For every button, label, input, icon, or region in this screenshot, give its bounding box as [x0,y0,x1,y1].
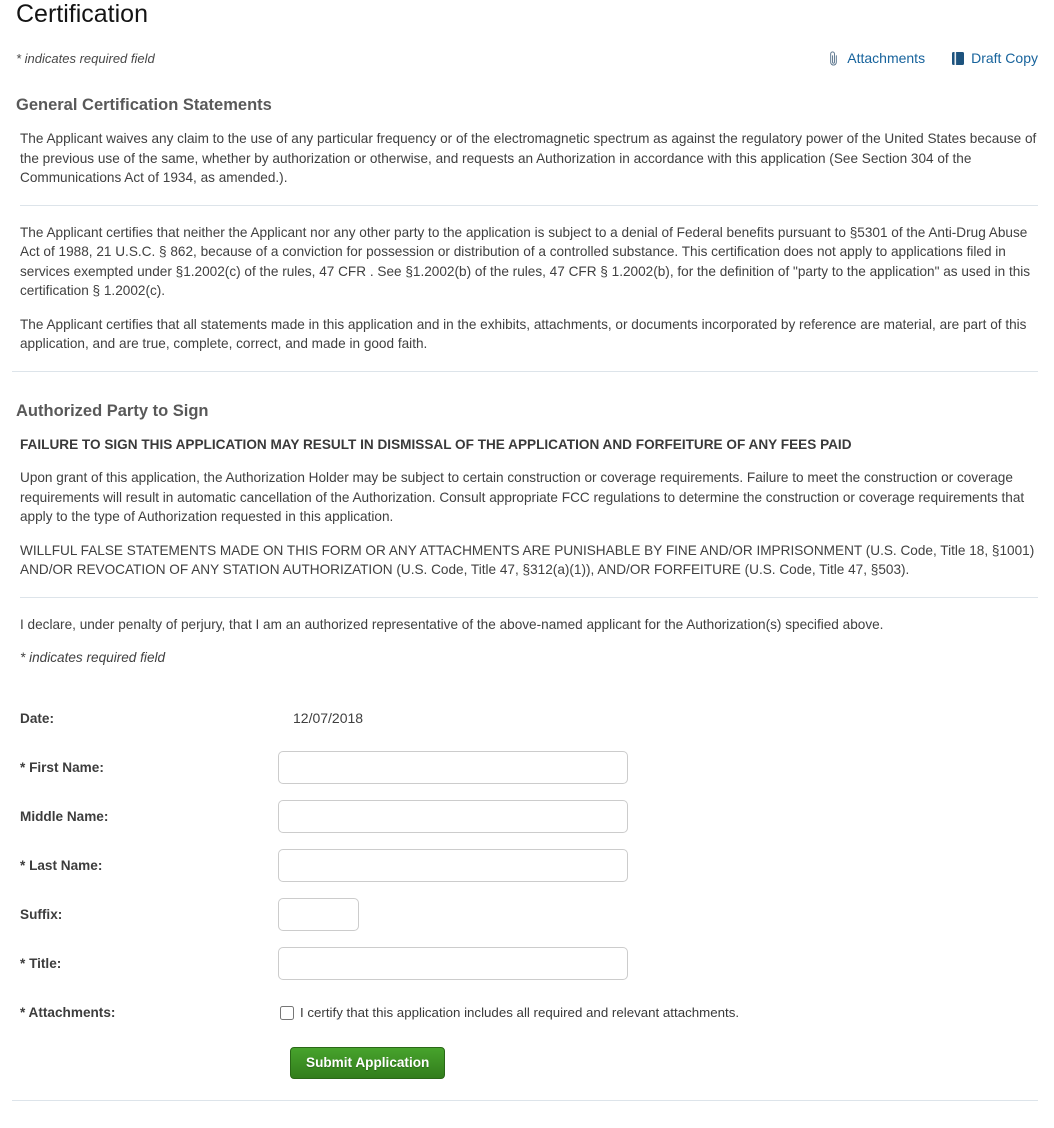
authorized-party-body [16,435,1038,1083]
general-certification-body [16,129,1038,354]
bottom-divider [12,1100,1038,1101]
title-label: * Title: [20,955,62,971]
suffix-label: Suffix: [20,906,63,922]
signature-form [20,694,1038,1083]
failure-to-sign-warning: FAILURE TO SIGN THIS APPLICATION MAY RESULT IN DISMISSAL OF THE APPLICATION AND FORFEITURE OF ANY FEES PAID [20,436,852,452]
willful-statements-paragraph: WILLFUL FALSE STATEMENTS MADE ON THIS FORM OR ANY ATTACHMENTS ARE PUNISHABLE BY FINE AND/OR IMPRISONMENT (U.S. Code, Title 18, §1001) AND/OR REVOCATION OF ANY STATION AUTHORIZATION (U.S. Code, Title 47, §312(a)(1)), AND/OR FORFEITURE (U.S. Code, Title 47, §503). [20,542,1035,577]
general-certification-heading: General Certification Statements [16,96,272,114]
last-name-label: * Last Name: [20,857,103,873]
suffix-row [20,890,1038,939]
title-input[interactable] [278,947,628,980]
submit-application-button[interactable]: Submit Application [290,1047,445,1079]
date-value: 12/07/2018 [293,710,364,726]
attachments-label: * Attachments: [20,1004,116,1020]
grant-paragraph: Upon grant of this application, the Authorization Holder may be subject to certain construction or coverage requirements. Failure to meet the construction or coverage requirements will result in automatic cancellation of the Authorization. Consult appropriate FCC regulations to determine the construction or coverage requirements that apply to the type of Authorization requested in this application. [20,470,1025,524]
header-meta-row [16,50,1038,66]
last-name-input[interactable] [278,849,628,882]
date-label: Date: [20,710,54,726]
middle-name-input[interactable] [278,800,628,833]
attachments-certify-checkbox[interactable] [280,1006,294,1020]
first-name-row [20,743,1038,792]
draft-copy-link[interactable] [951,50,1038,66]
section-divider [12,371,1038,372]
page-title: Certification [16,0,148,28]
suffix-input[interactable] [278,898,359,931]
divider [20,597,1038,598]
attachments-certify-group [278,1005,739,1020]
waiver-paragraph: The Applicant waives any claim to the use of any particular frequency or of the electromagnetic spectrum as against the regulatory power of the United States because of the previous use of the same, whether by authorization or otherwise, and requests an Authorization in accordance with this application (See Section 304 of the Communications Act of 1934, as amended.). [20,131,1037,185]
authorized-party-heading: Authorized Party to Sign [16,401,209,420]
attachments-certify-label: I certify that this application includes all required and relevant attachments. [300,1004,740,1020]
book-icon [951,51,965,66]
truth-paragraph: The Applicant certifies that all statements made in this application and in the exhibits, attachments, or documents incorporated by reference are material, are part of this application, and are true, complete, correct, and made in good faith. [20,316,1027,351]
first-name-input[interactable] [278,751,628,784]
last-name-row [20,841,1038,890]
required-field-note: * indicates required field [16,50,155,66]
attachments-link-label: Attachments [847,50,926,66]
date-row [20,694,1038,743]
first-name-label: * First Name: [20,759,104,775]
paperclip-icon [826,51,841,66]
middle-name-row [20,792,1038,841]
header-links [826,50,1038,66]
required-field-note-2: * indicates required field [20,650,166,665]
divider [20,205,1038,206]
draft-copy-link-label: Draft Copy [971,50,1038,66]
attachments-link[interactable] [826,50,925,66]
middle-name-label: Middle Name: [20,808,109,824]
attachments-row [20,988,1038,1037]
anti-drug-paragraph: The Applicant certifies that neither the Applicant nor any other party to the application is subject to a denial of Federal benefits pursuant to §5301 of the Anti-Drug Abuse Act of 1988, 21 U.S.C. § 862, because of a conviction for possession or distribution of a controlled substance. This certification does not apply to applications filed in services exempted under §1.2002(c) of the rules, 47 CFR . See §1.2002(b) of the rules, 47 CFR § 1.2002(b), for the definition of "party to the application" as used in this certification § 1.2002(c). [20,224,1031,298]
submit-row [20,1043,1038,1083]
title-row [20,939,1038,988]
declaration-paragraph: I declare, under penalty of perjury, that I am an authorized representative of the above-named applicant for the Authorization(s) specified above. [20,616,884,632]
